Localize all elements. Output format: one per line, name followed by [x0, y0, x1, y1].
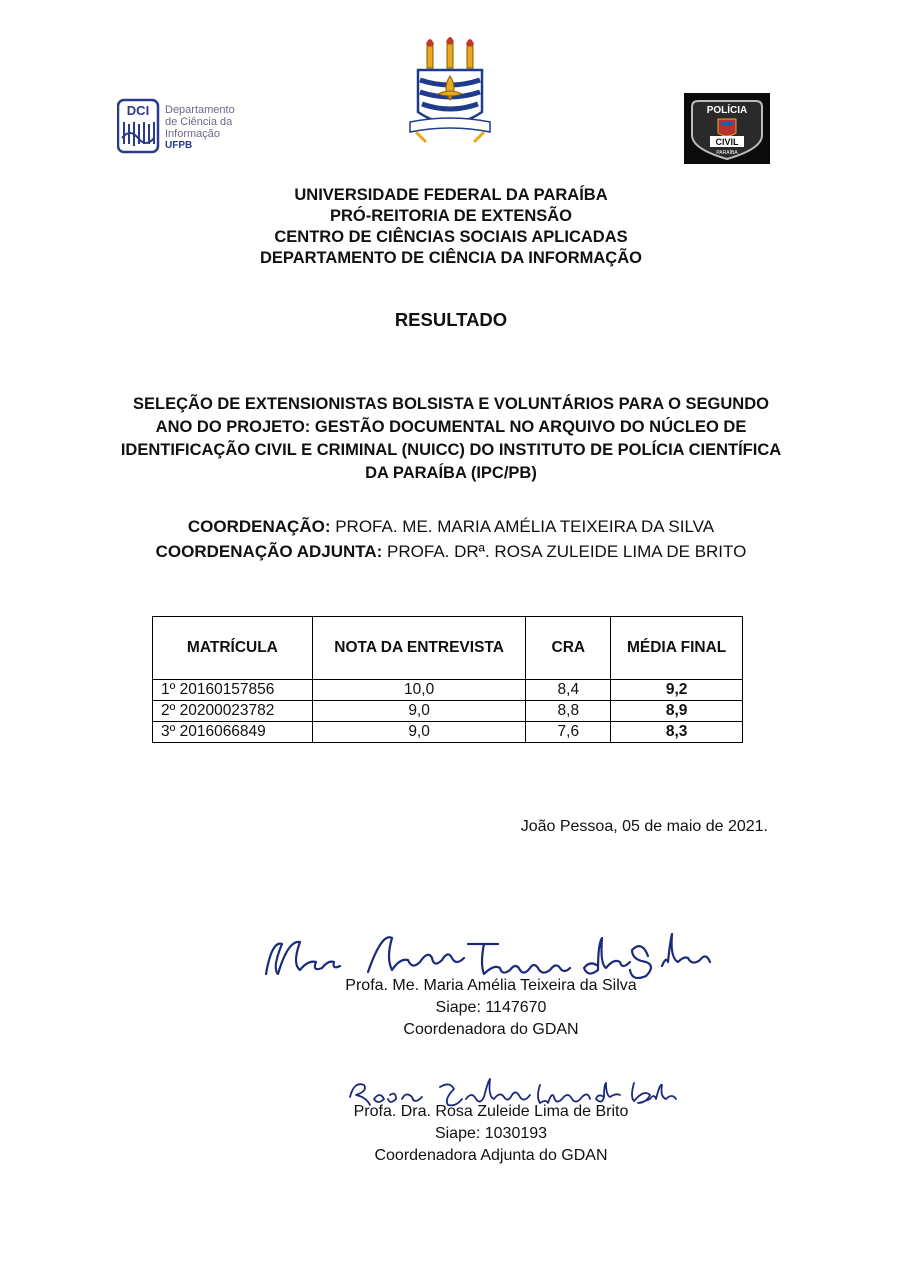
media-final-cell: 8,3 [611, 722, 743, 743]
matricula-cell: 1º 20160157856 [153, 680, 313, 701]
matricula-cell: 2º 20200023782 [153, 701, 313, 722]
signatory-role: Coordenadora do GDAN [403, 1021, 579, 1038]
signatory-siape: Siape: 1030193 [434, 1125, 548, 1142]
cra-cell: 7,6 [526, 722, 611, 743]
dci-logo [117, 98, 257, 160]
ufpb-crest-icon [402, 36, 498, 152]
signatory-name: Profa. Me. Maria Amélia Teixeira da Silva [345, 977, 637, 994]
policia-civil-badge [684, 93, 770, 164]
nota-cell: 10,0 [312, 680, 526, 701]
policia-top-text: POLÍCIA [706, 105, 748, 116]
coordination-adjunct-line [0, 539, 902, 564]
signature-block-coordenadora [0, 975, 902, 1041]
coordination-block [0, 514, 902, 564]
dci-line: Informação [165, 128, 221, 140]
table-header-row [153, 617, 743, 680]
header-line: UNIVERSIDADE FEDERAL DA PARAÍBA [294, 186, 608, 204]
coordination-value: PROFA. ME. MARIA AMÉLIA TEIXEIRA DA SILVA [330, 517, 715, 536]
header-line: CENTRO DE CIÊNCIAS SOCIAIS APLICADAS [274, 228, 628, 246]
column-header: MÉDIA FINAL [611, 617, 743, 680]
media-final-cell: 9,2 [611, 680, 743, 701]
column-header: NOTA DA ENTREVISTA [312, 617, 526, 680]
signature-block-coordenadora-adjunta [0, 1101, 902, 1167]
dci-mark-icon [117, 98, 161, 156]
dci-ufpb: UFPB [165, 140, 193, 151]
dci-line: de Ciência da [165, 116, 233, 128]
header-line: PRÓ-REITORIA DE EXTENSÃO [329, 207, 573, 225]
institution-header [0, 185, 902, 269]
column-header: MATRÍCULA [153, 617, 313, 680]
column-header: CRA [526, 617, 611, 680]
nota-cell: 9,0 [312, 701, 526, 722]
coordination-label: COORDENAÇÃO: [187, 517, 331, 536]
matricula-cell: 3º 2016066849 [153, 722, 313, 743]
coordination-adjunct-label: COORDENAÇÃO ADJUNTA: [155, 542, 383, 561]
cra-cell: 8,8 [526, 701, 611, 722]
svg-text:DCI: DCI [126, 103, 150, 118]
results-table [152, 616, 743, 743]
policia-bottom-text: CIVIL [715, 137, 739, 147]
signatory-role: Coordenadora Adjunta do GDAN [374, 1147, 608, 1164]
dci-line: Departamento [165, 104, 235, 116]
policia-civil-shield-icon [684, 93, 770, 164]
dci-text [165, 104, 235, 152]
header-line: DEPARTAMENTO DE CIÊNCIA DA INFORMAÇÃO [260, 249, 642, 267]
signatory-siape: Siape: 1147670 [435, 999, 547, 1016]
media-final-cell: 8,9 [611, 701, 743, 722]
policia-state-text: PARAÍBA [716, 150, 738, 156]
table-row [153, 722, 743, 743]
coordination-adjunct-value: PROFA. DRª. ROSA ZULEIDE LIMA DE BRITO [382, 542, 747, 561]
document-title: RESULTADO [394, 309, 508, 330]
selection-description: SELEÇÃO DE EXTENSIONISTAS BOLSISTA E VOLUNTÁRIOS PARA O SEGUNDO ANO DO PROJETO: GESTÃO DOCUMENTAL NO ARQUIVO DO NÚCLEO DE IDENTIFICAÇÃO CIVIL E CRIMINAL (NUICC) DO INSTITUTO DE POLÍCIA CIENTÍFICA DA PARAÍBA (IPC/PB) [120, 395, 782, 482]
cra-cell: 8,4 [526, 680, 611, 701]
coordination-line [0, 514, 902, 539]
table-row [153, 701, 743, 722]
date-line: João Pessoa, 05 de maio de 2021. [520, 818, 768, 835]
table-row [153, 680, 743, 701]
nota-cell: 9,0 [312, 722, 526, 743]
signatory-name: Profa. Dra. Rosa Zuleide Lima de Brito [353, 1103, 629, 1120]
